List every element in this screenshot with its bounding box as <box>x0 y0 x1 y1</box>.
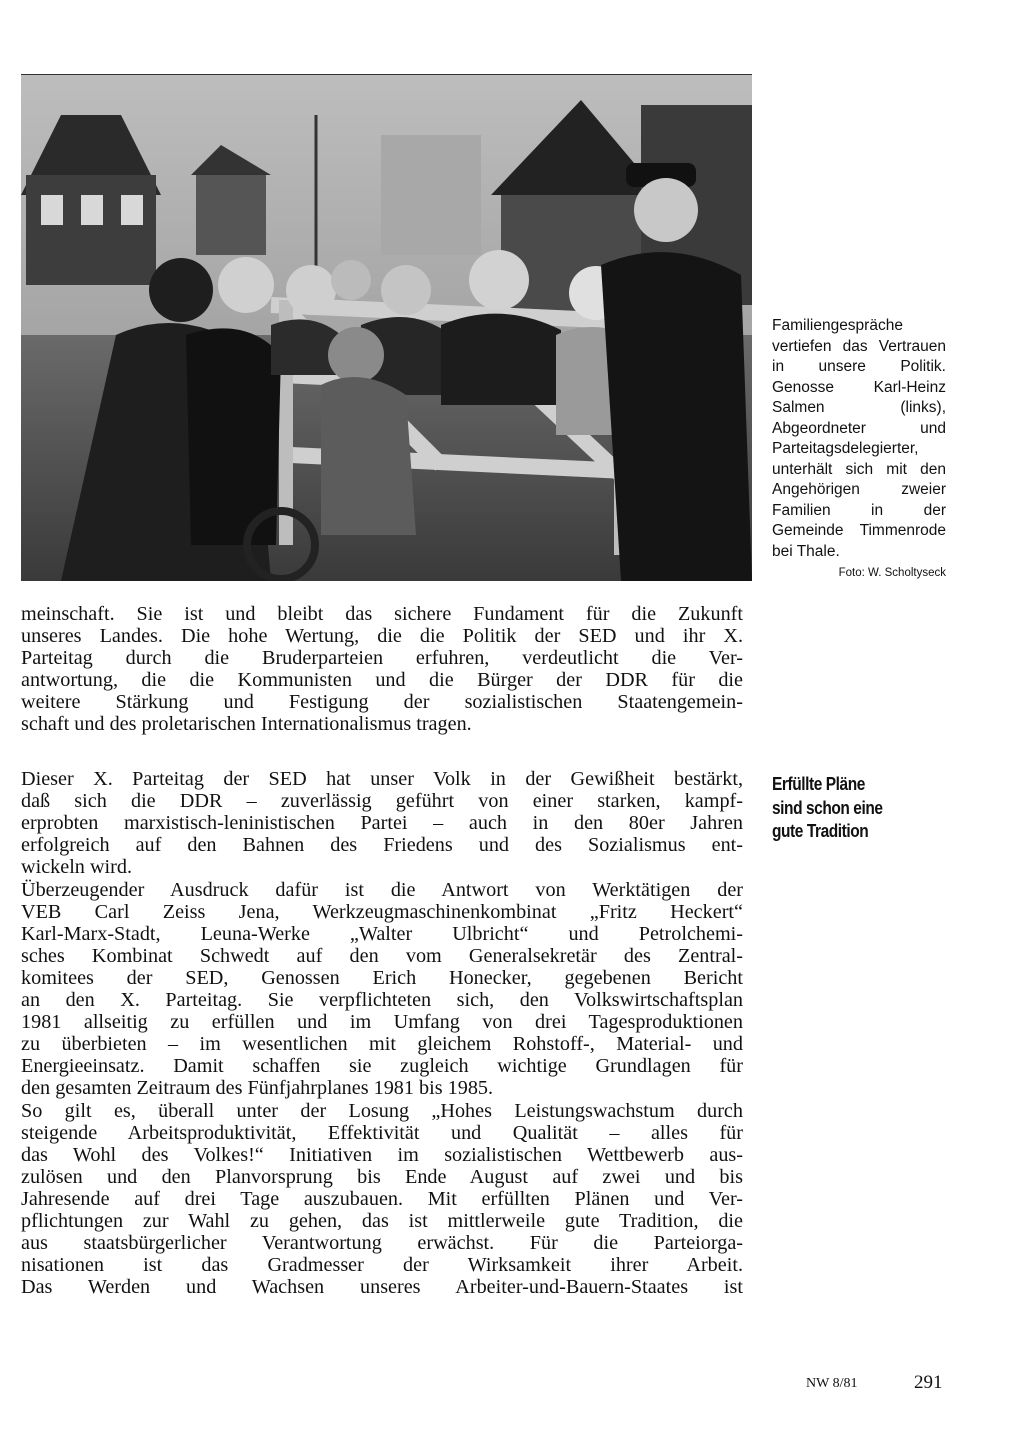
photo-caption: Familiengespräche vertiefen das Vertrauen in unsere Politik. Genosse Karl-Heinz Salmen (links), Abgeordneter und Parteitagsdelegierter, unterhält sich mit den Angehörigen zweier Familien in der Gemeinde Timmenrode bei Thale. <box>772 317 946 560</box>
text-line: Das Werden und Wachsen unseres Arbeiter-und-Bauern-Staates ist <box>21 1276 743 1299</box>
text-line: erprobten marxistisch-leninistischen Partei – auch in den 80er Jahren <box>21 812 743 835</box>
text-line: So gilt es, überall unter der Losung „Hohes Leistungswachstum durch <box>21 1099 743 1122</box>
text-line: steigende Arbeitsproduktivität, Effektivität und Qualität – alles für <box>21 1121 743 1144</box>
text-line: den gesamten Zeitraum des Fünfjahrplanes 1981 bis 1985. <box>21 1077 494 1100</box>
text-line: nisationen ist das Gradmesser der Wirksamkeit ihrer Arbeit. <box>21 1254 743 1277</box>
text-line: daß sich die DDR – zuverlässig geführt von einer starken, kampf- <box>21 790 743 813</box>
text-line: an den X. Parteitag. Sie verpflichteten sich, den Volkswirtschaftsplan <box>21 988 743 1011</box>
text-line: Karl-Marx-Stadt, Leuna-Werke „Walter Ulbricht“ und Petrolchemi- <box>21 922 743 945</box>
photo-family-conversation-icon <box>21 75 752 581</box>
photo <box>21 74 752 581</box>
text-line: das Wohl des Volkes!“ Initiativen im sozialistischen Wettbewerb aus- <box>21 1143 743 1166</box>
paragraph-3 <box>21 879 743 1100</box>
text-line: Parteitag durch die Bruderparteien erfuhren, verdeutlicht die Ver- <box>21 647 743 670</box>
text-line: erfolgreich auf den Bahnen des Friedens und des Sozialismus ent- <box>21 834 743 857</box>
side-heading-line: gute Tradition <box>772 821 869 841</box>
text-line: 1981 allseitig zu erfüllen und im Umfang von drei Tagesproduktionen <box>21 1011 743 1034</box>
paragraph-4 <box>21 1100 743 1299</box>
side-heading <box>772 773 923 844</box>
text-line: weitere Stärkung und Festigung der sozialistischen Staatengemein- <box>21 691 743 714</box>
text-line: zu überbieten – im wesentlichen mit gleichem Rohstoff-, Material- und <box>21 1033 743 1056</box>
text-line: Dieser X. Parteitag der SED hat unser Volk in der Gewißheit bestärkt, <box>21 768 743 790</box>
photo-credit: Foto: W. Scholtyseck <box>838 567 946 579</box>
text-line: aus staatsbürgerlicher Verantwortung erwächst. Für die Parteiorga- <box>21 1232 743 1255</box>
paragraph-1 <box>21 603 743 736</box>
text-line: Überzeugender Ausdruck dafür ist die Antwort von Werktätigen der <box>21 878 743 901</box>
text-line: pflichtungen zur Wahl zu gehen, das ist mittlerweile gute Tradition, die <box>21 1209 743 1232</box>
page-number: 291 <box>914 1372 943 1393</box>
text-line: wickeln wird. <box>21 856 133 879</box>
text-line: unseres Landes. Die hohe Wertung, die die Politik der SED und ihr X. <box>21 625 743 648</box>
journal-issue: NW 8/81 <box>806 1376 858 1391</box>
text-line: komitees der SED, Genossen Erich Honecker, gegebenen Bericht <box>21 966 743 989</box>
side-heading-line: sind schon eine <box>772 797 883 818</box>
text-line: VEB Carl Zeiss Jena, Werkzeugmaschinenkombinat „Fritz Heckert“ <box>21 900 743 923</box>
text-line: antwortung, die die Kommunisten und die Bürger der DDR für die <box>21 669 743 692</box>
text-line: Energieeinsatz. Damit schaffen sie zugleich wichtige Grundlagen für <box>21 1055 743 1078</box>
text-line: Jahresende auf drei Tage auszubauen. Mit erfüllten Plänen und Ver- <box>21 1187 743 1210</box>
text-line: meinschaft. Sie ist und bleibt das sichere Fundament für die Zukunft <box>21 603 743 625</box>
text-line: schaft und des proletarischen Internationalismus tragen. <box>21 713 472 736</box>
side-heading-line: Erfüllte Pläne <box>772 774 865 794</box>
text-line: zulösen und den Planvorsprung bis Ende August auf zwei und bis <box>21 1165 743 1188</box>
paragraph-2 <box>21 768 743 878</box>
text-line: sches Kombinat Schwedt auf den vom Generalsekretär des Zentral- <box>21 944 743 967</box>
